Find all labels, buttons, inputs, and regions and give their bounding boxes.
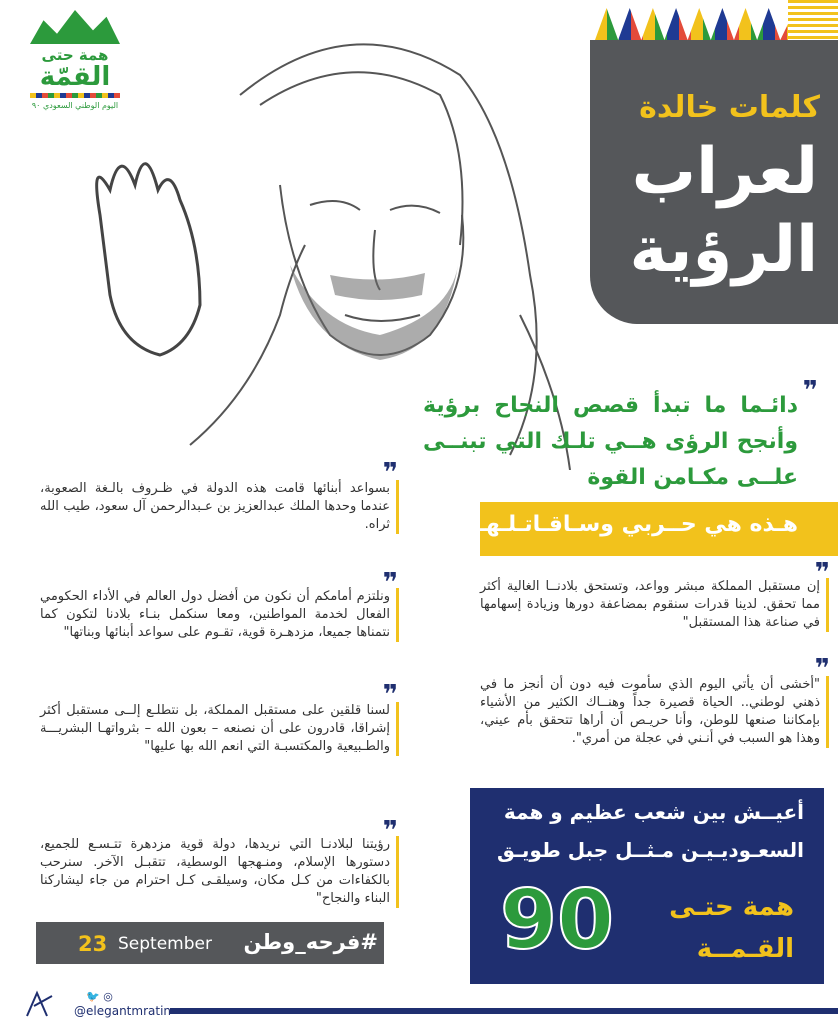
date-day: 23 [78,932,108,956]
quote-block-right-1: إن مستقبل المملكة مبشر وواعد، وتستحق بلادنــا الغالية أكثر مما تحقق. لدينا قدرات سنقوم بمضاعفة دورها وزيادة إسهامها في صناعة هذا المستقبل" [480,578,829,632]
top-pattern-strip [595,0,838,40]
tagline-text: هـذه هي حــربي وسـاقـاتـلـهـا [470,512,798,537]
main-quote: دائـما ما تبدأ قصص النجاح برؤية وأنجح الرؤى هــي تلـك التي تبنــى علــى مكـامن القوة [423,393,798,490]
quote-mark-icon: ❞ [814,654,830,684]
quote-block-left-4: رؤيتنا لبلادنـا التي نريدها، دولة قوية مزدهرة تتـسـع للجميع، دستورها الإسلام، ومنـهجها الوسطية، تتقبـل الآخر. سنرحب بالكفاءات من كـل مكان، وسيلقـى كـل احترام من جاء ليشاركنا البناء والنجاح" [40,836,399,908]
quote-mark-icon: ❞ [382,458,398,488]
title-line1: لعراب [631,135,818,209]
social-icons [86,990,113,1003]
quote-block-left-2: ونلتزم أمامكم أن نكون من أفضل دول العالم في الأداء الحكومي الفعال لخدمة المواطنين، ومعا سنكمل بنـاء بلادنا لتكون كما نتمناها جميعا، مزدهـرة قوية، تقـوم على سواعد أبنائها وبناتها" [40,588,399,642]
ninety-number: 90 [500,873,615,968]
logo-line1: همة حتى [41,46,109,64]
quote-mark-icon: ❞ [382,680,398,710]
navy-line1: أعيــش بين شعب عظيم و همة [503,800,804,824]
social-handle[interactable]: @elegantmratin [74,1004,172,1018]
navy-line4: القـمــة [696,934,794,964]
navy-line2: السعـوديـيـن مـثــل جبل طويـق [497,838,804,862]
brand-logo-icon [22,988,62,1018]
twitter-icon[interactable]: 🐦 [86,990,100,1003]
quote-mark-icon: ❞ [382,816,398,846]
sadu-pattern [595,0,788,40]
quote-block-left-1: بسواعد أبنائها قامت هذه الدولة في ظـروف بالـغة الصعوبة، عندما وحدها الملك عبدالعزيز بن عـبدالرحمن آل سعود، طيب الله ثراه. [40,480,399,534]
logo-line2: القمّة [39,62,111,92]
quote-mark-icon: ❞ [814,558,830,588]
hashtag: #فرحه_وطن [243,930,378,954]
logo-line3: اليوم الوطني السعودي ٩٠ [31,101,119,110]
title-line2: الرؤية [629,213,818,287]
quote-block-right-2: "أخشى أن يأتي اليوم الذي سأموت فيه دون أن أنجز ما في ذهني لوطني.. الحياة قصيرة جداً وهنــاك الكثير من الأشياء بإمكاننا صنعها للوطن، وأنا حريـص أن أراها تتحقق بأم عيني، وهذا هو السبب في أنـني في عجلة من أمري". [480,676,829,748]
title-small: كلمات خالدة [639,90,820,125]
quote-mark-icon: ❞ [382,568,398,598]
date-month: September [118,934,212,954]
footer-line [170,1008,838,1014]
quote-block-left-3: لسنا قلقين على مستقبل المملكة، بل نتطلـع إلــى مستقبل أكثر إشراقا، قادرون على أن نصنعه – بعون الله – بثرواتهـا البشريـــة والطـبيعية والمكتسبـة التي انعم الله بها عليها" [40,702,399,756]
instagram-icon[interactable]: ◎ [103,990,113,1003]
navy-line3: همة حتـى [669,892,794,922]
quote-mark-icon: ❞ [802,376,818,406]
yellow-stripes [788,0,838,40]
